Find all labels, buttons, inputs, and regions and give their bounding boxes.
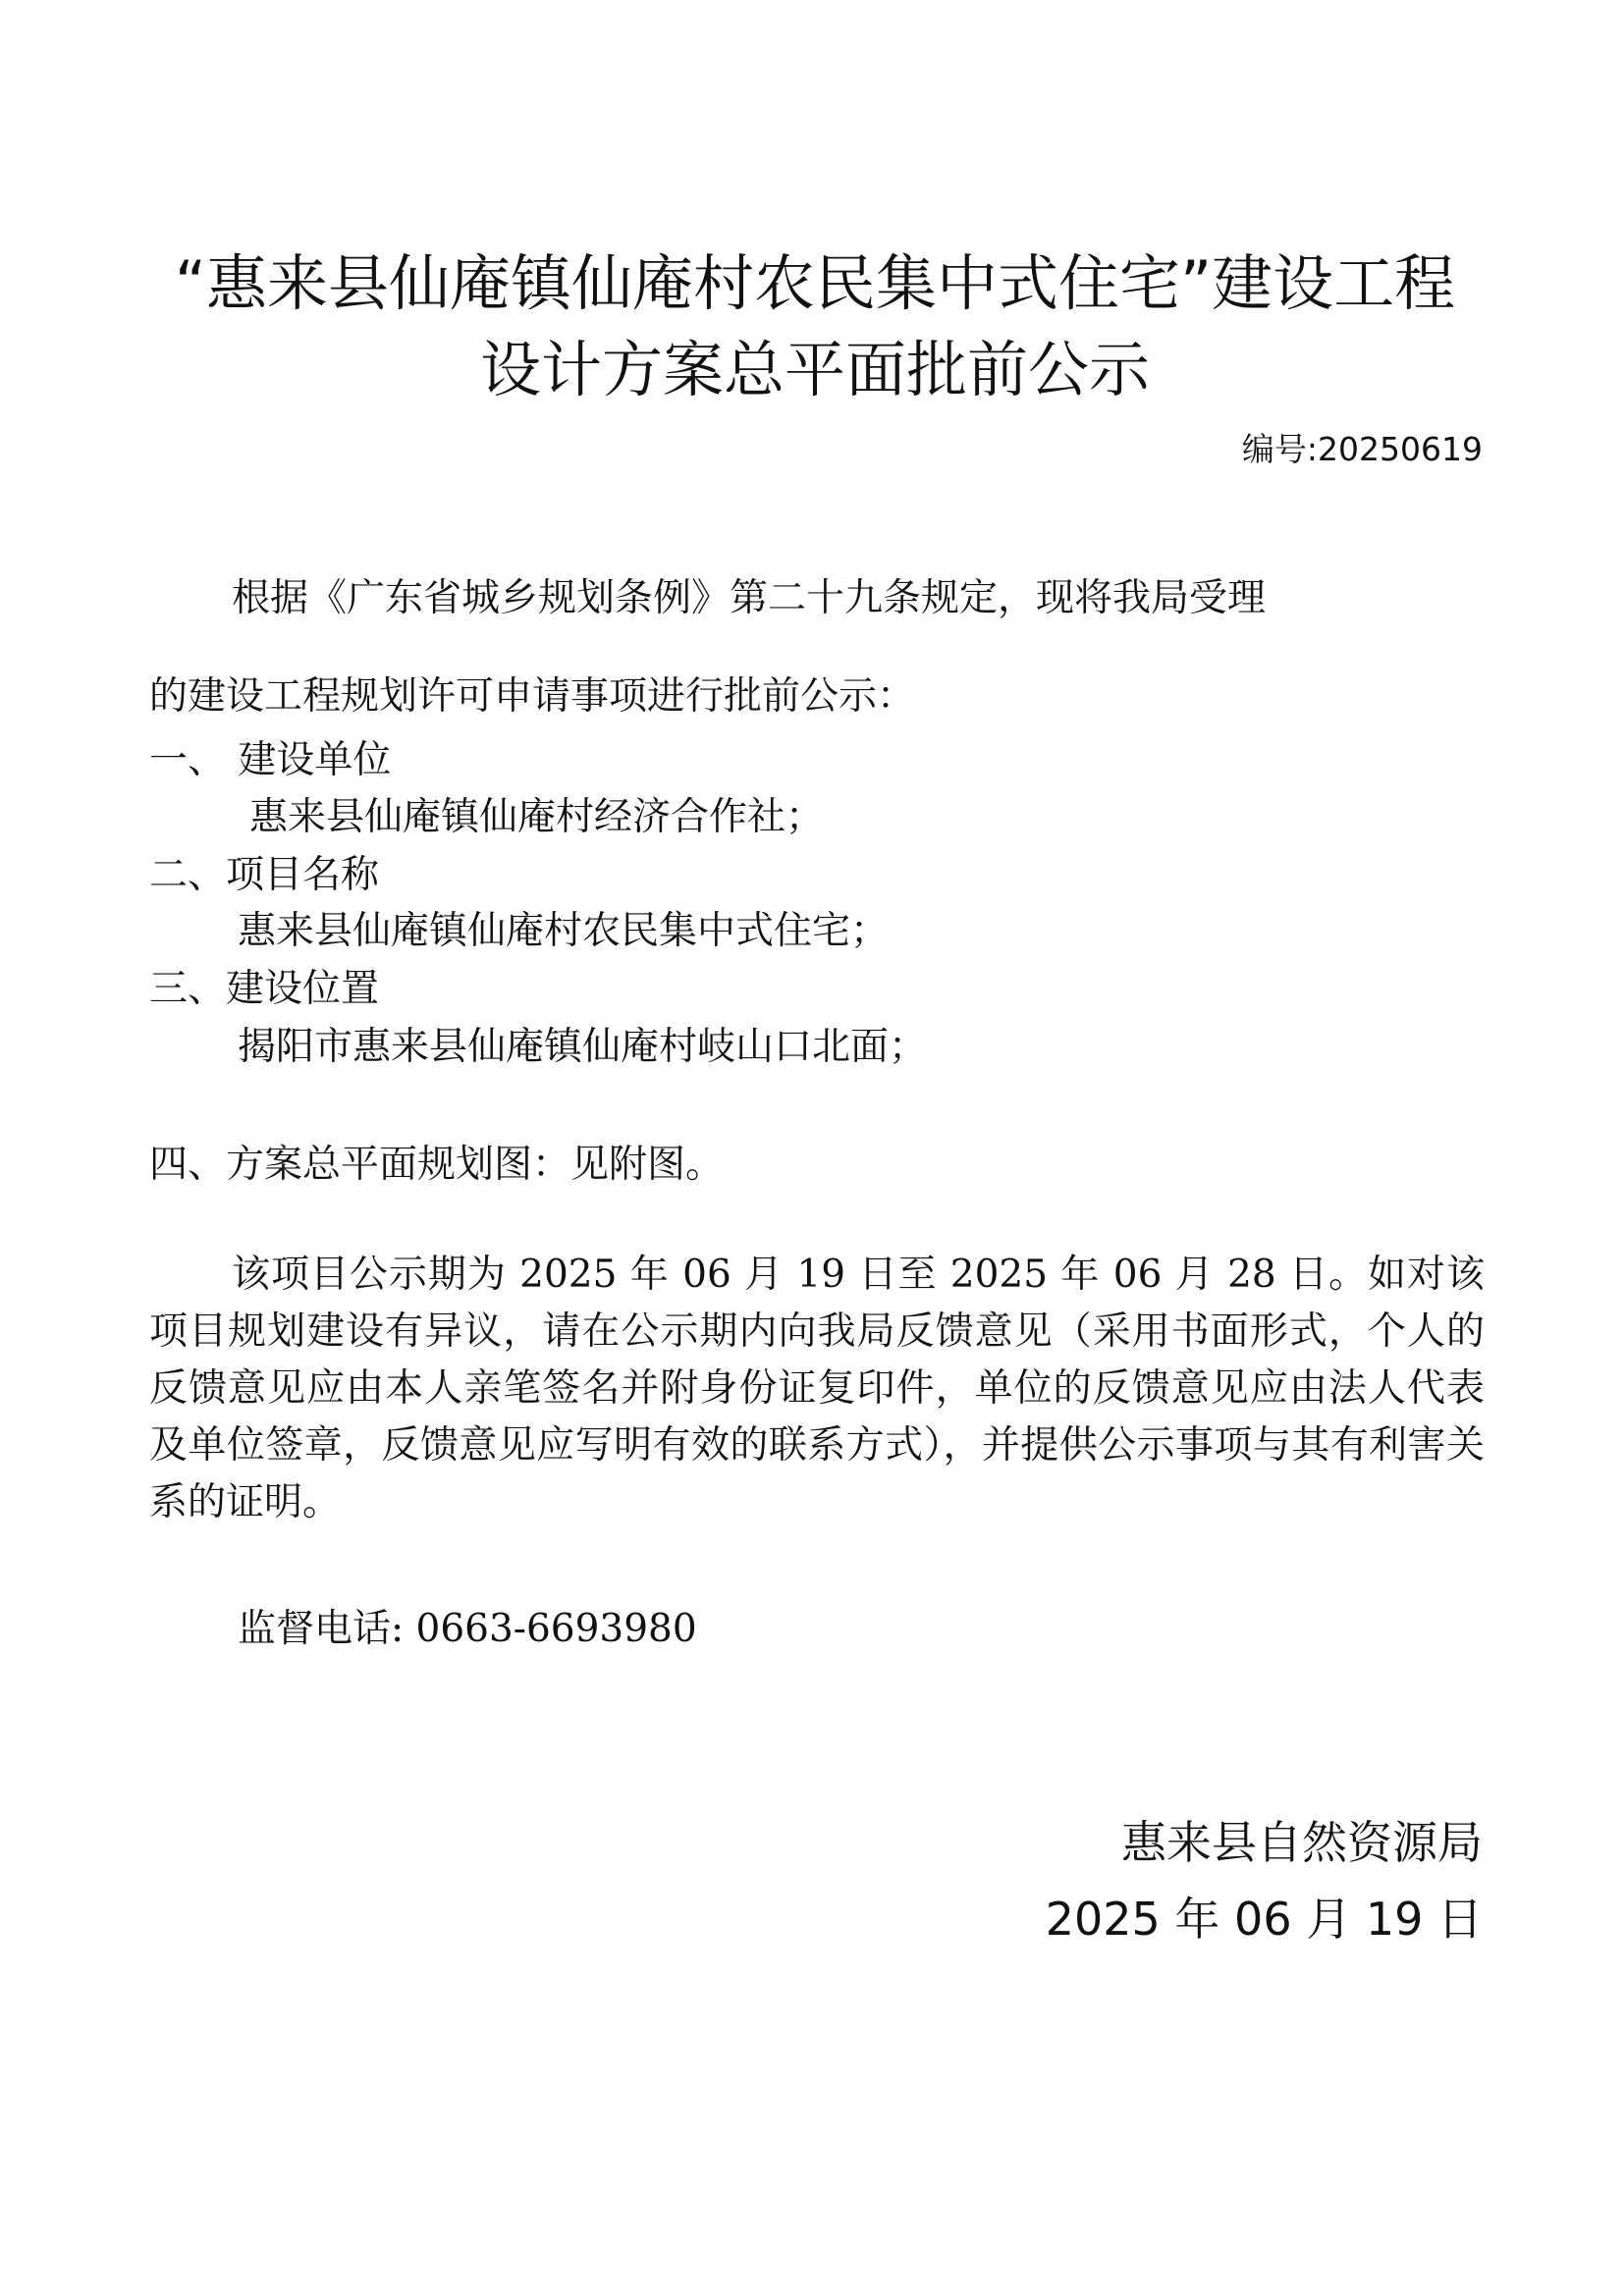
issue-date: 2025 年 06 月 19 日 xyxy=(1045,1893,1483,1946)
document-number: 编号:20250619 xyxy=(1241,430,1483,468)
issuing-authority: 惠来县自然资源局 xyxy=(1121,1816,1483,1869)
item-2-heading: 二、项目名称 xyxy=(149,853,380,897)
supervision-phone: 监督电话: 0663-6693980 xyxy=(238,1607,697,1651)
notice-paragraph: 该项目公示期为 2025 年 06 月 19 日至 2025 年 06 月 28 日。如对该项目规划建设有异议，请在公示期内向我局反馈意见（采用书面形式，个人的反馈意见应由本人亲笔签名并附身份证复印件，单位的反馈意见应由法人代表及单位签章，反馈意见应写明有效的联系方式），并提供公示事项与其有利害关系的证明。 xyxy=(149,1253,1485,1524)
item-3-value: 揭阳市惠来县仙庵镇仙庵村岐山口北面； xyxy=(238,1025,928,1069)
item-1-value: 惠来县仙庵镇仙庵村经济合作社； xyxy=(249,795,825,839)
item-3-heading: 三、建设位置 xyxy=(149,967,380,1011)
item-4: 四、方案总平面规划图：见附图。 xyxy=(149,1143,725,1187)
intro-line-2: 的建设工程规划许可申请事项进行批前公示： xyxy=(149,674,916,719)
item-1-heading: 一、 建设单位 xyxy=(149,738,392,782)
document-title-line-2: 设计方案总平面批前公示 xyxy=(479,334,1150,405)
document-title-line-1: “惠来县仙庵镇仙庵村农民集中式住宅”建设工程 xyxy=(174,247,1456,319)
item-2-value: 惠来县仙庵镇仙庵村农民集中式住宅； xyxy=(238,909,890,953)
intro-line-1: 根据《广东省城乡规划条例》第二十九条规定，现将我局受理 xyxy=(232,576,1267,620)
